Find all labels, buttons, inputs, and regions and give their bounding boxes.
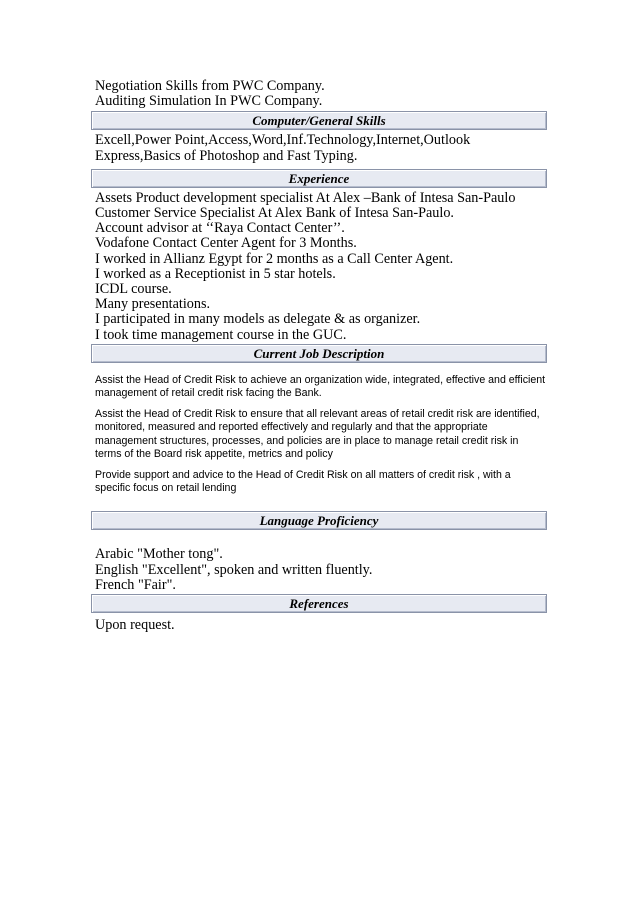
experience-item: Assets Product development specialist At Alex –Bank of Intesa San-Paulo [95,189,516,206]
experience-item: Customer Service Specialist At Alex Bank of Intesa San-Paulo. [95,205,454,222]
language-heading: Language Proficiency [91,511,547,530]
experience-item: Account advisor at ‘‘Raya Contact Center’’. [95,220,345,237]
job-paragraph: Assist the Head of Credit Risk to achieve an organization wide, integrated, effective and efficient management of retail credit risk facing the Bank. [95,373,546,400]
job-paragraph: Assist the Head of Credit Risk to ensure that all relevant areas of retail credit risk are identified, monitored, measured and reported effectively and regularly and that the appropriate management structures, processes, and policies are in place to manage retail credit risk in terms of the Board risk appetite, metrics and policy [95,408,540,460]
experience-heading: Experience [91,169,547,188]
language-list [95,547,547,593]
experience-item: I worked in Allianz Egypt for 2 months as a Call Center Agent. [95,250,454,267]
job-description [95,374,547,496]
job-paragraph: Provide support and advice to the Head of Credit Risk on all matters of credit risk , with a specific focus on retail lending [95,469,511,495]
training-list [95,79,547,109]
experience-item: ICDL course. [95,281,172,298]
references-heading: References [91,594,547,613]
language-item: English "Excellent", spoken and written fluently. [95,561,373,578]
skills-heading: Computer/General Skills [91,111,547,130]
experience-item: I participated in many models as delegate & as organizer. [95,311,421,328]
experience-item: I worked as a Receptionist in 5 star hotels. [95,265,336,282]
experience-item: Many presentations. [95,296,211,313]
references-text: Upon request. [95,617,175,634]
experience-list [95,191,547,343]
job-description-heading: Current Job Description [91,344,547,363]
training-item: Negotiation Skills from PWC Company. [95,78,325,94]
experience-item: I took time management course in the GUC. [95,326,347,343]
language-item: French "Fair". [95,576,176,593]
language-item: Arabic "Mother tong". [95,546,223,563]
training-item: Auditing Simulation In PWC Company. [95,93,323,110]
skills-text: Excell,Power Point,Access,Word,Inf.Technology,Internet,Outlook Express,Basics of Photoshop and Fast Typing. [95,132,471,164]
resume-page [95,79,547,633]
experience-item: Vodafone Contact Center Agent for 3 Months. [95,235,357,252]
